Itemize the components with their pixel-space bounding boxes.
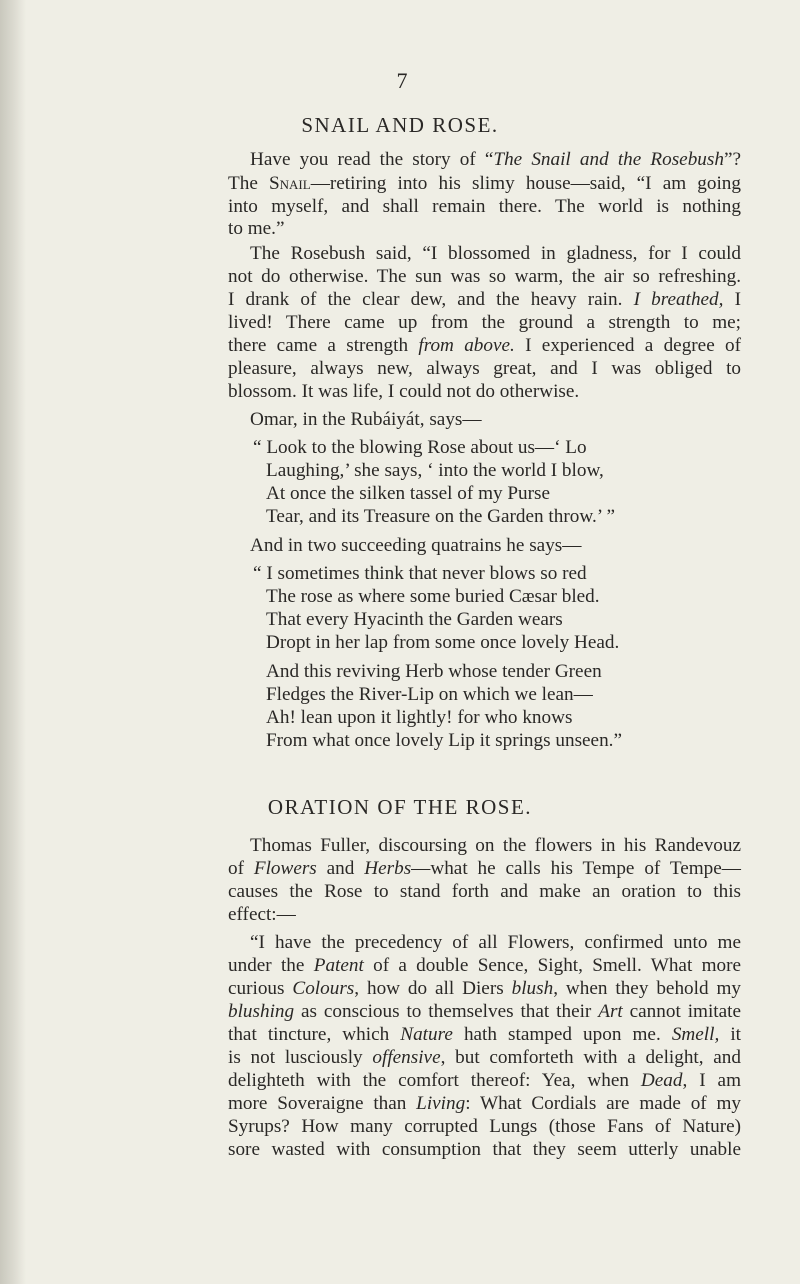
text-line: is not lusciously offensive, but comforteth with a delight, and	[228, 1047, 741, 1068]
text-line: curious Colours, how do all Diers blush, when they behold my	[228, 978, 741, 999]
section-heading-oration-of-the-rose: ORATION OF THE ROSE.	[267, 795, 533, 819]
verse-line: The rose as where some buried Cæsar bled.	[266, 586, 600, 607]
verse-line: “ Look to the blowing Rose about us—‘ Lo	[253, 437, 587, 458]
text-line: effect:—	[228, 904, 296, 925]
verse-line: Dropt in her lap from some once lovely Head.	[266, 632, 620, 653]
verse-line: Fledges the River-Lip on which we lean—	[266, 684, 593, 705]
verse-line: From what once lovely Lip it springs unseen.”	[266, 730, 622, 751]
text-line: Have you read the story of “The Snail and the Rosebush”?	[250, 149, 741, 170]
text-line: there came a strength from above. I experienced a degree of	[228, 335, 741, 356]
text-line: The Rosebush said, “I blossomed in gladness, for I could	[250, 243, 741, 264]
verse-line: At once the silken tassel of my Purse	[266, 483, 551, 504]
verse-line: “ I sometimes think that never blows so red	[253, 563, 587, 584]
text-line: blushing as conscious to themselves that their Art cannot imitate	[228, 1001, 741, 1022]
text-line: pleasure, always new, always great, and I was obliged to	[228, 358, 741, 379]
verse-line: And this reviving Herb whose tender Green	[266, 661, 602, 682]
text-line: not do otherwise. The sun was so warm, the air so refreshing.	[228, 266, 741, 287]
text-line: into myself, and shall remain there. The world is nothing	[228, 196, 741, 217]
verse-line: Laughing,’ she says, ‘ into the world I blow,	[266, 460, 604, 481]
text-line: And in two succeeding quatrains he says—	[250, 535, 582, 556]
text-line: lived! There came up from the ground a strength to me;	[228, 312, 741, 333]
text-line: to me.”	[228, 218, 285, 239]
text-line: of Flowers and Herbs—what he calls his Tempe of Tempe—	[228, 858, 741, 879]
verse-line: Tear, and its Treasure on the Garden throw.’ ”	[266, 506, 616, 527]
text-line: that tincture, which Nature hath stamped upon me. Smell, it	[228, 1024, 741, 1045]
text-line: sore wasted with consumption that they seem utterly unable	[228, 1139, 741, 1160]
verse-line: That every Hyacinth the Garden wears	[266, 609, 563, 630]
text-line: delighteth with the comfort thereof: Yea, when Dead, I am	[228, 1070, 742, 1091]
text-line: The Snail—retiring into his slimy house—said, “I am going	[228, 173, 741, 194]
text-line: blossom. It was life, I could not do otherwise.	[228, 381, 580, 402]
section-heading-snail-and-rose: SNAIL AND ROSE.	[301, 113, 499, 137]
text-line: “I have the precedency of all Flowers, confirmed unto me	[250, 932, 741, 953]
text-line: Thomas Fuller, discoursing on the flowers in his Randevouz	[250, 835, 741, 856]
text-line: I drank of the clear dew, and the heavy rain. I breathed, I	[228, 289, 742, 310]
text-line: under the Patent of a double Sence, Sight, Smell. What more	[228, 955, 741, 976]
verse-line: Ah! lean upon it lightly! for who knows	[266, 707, 573, 728]
text-line: more Soveraigne than Living: What Cordials are made of my	[228, 1093, 741, 1114]
text-line: causes the Rose to stand forth and make an oration to this	[228, 881, 741, 902]
text-line: Syrups? How many corrupted Lungs (those Fans of Nature)	[228, 1116, 741, 1137]
page-number: 7	[396, 68, 408, 93]
text-line: Omar, in the Rubáiyát, says—	[250, 409, 482, 430]
